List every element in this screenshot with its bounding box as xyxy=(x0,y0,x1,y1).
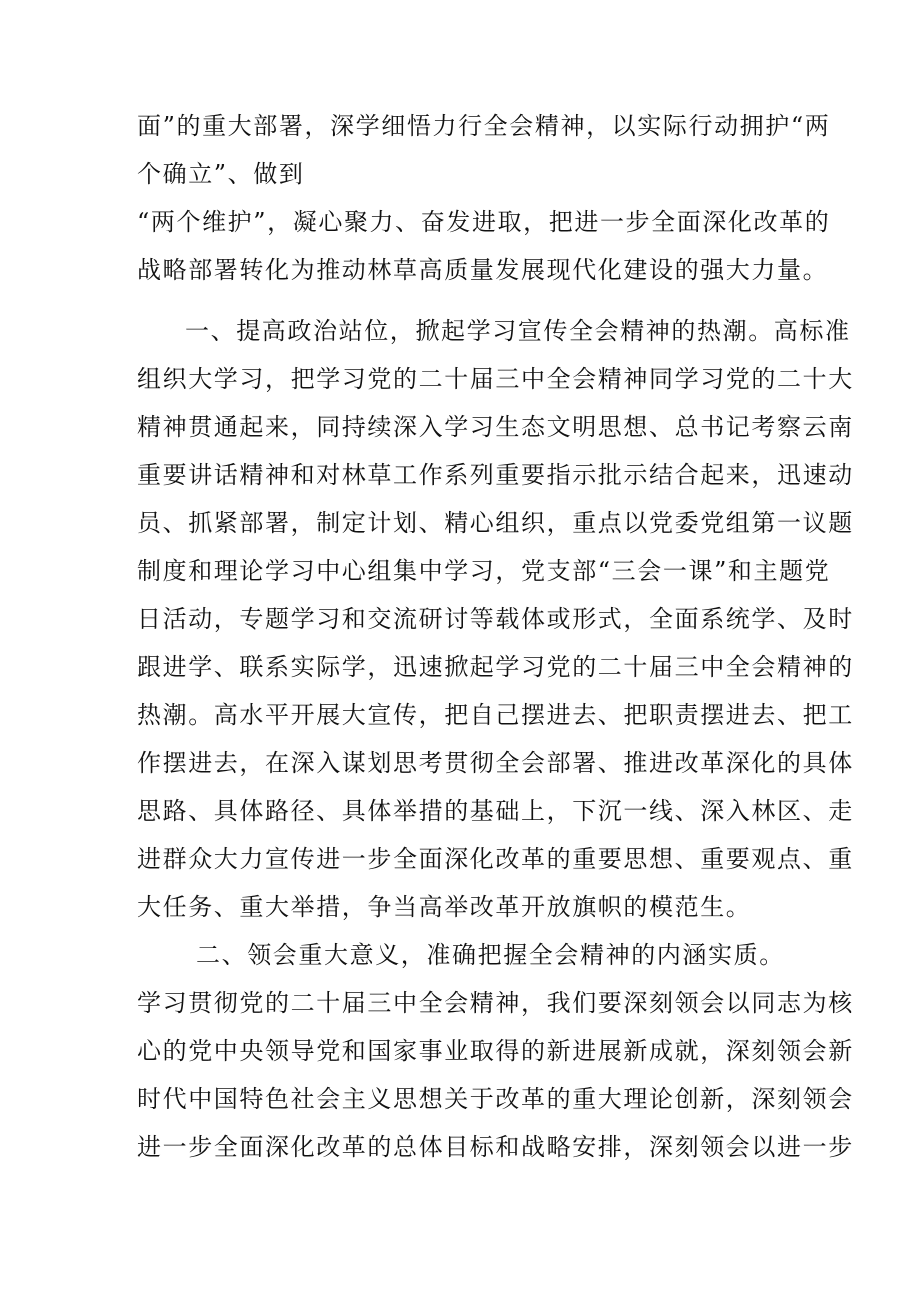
text-line: 重要讲话精神和对林草工作系列重要指示批示结合起来，迅速动 xyxy=(137,461,854,489)
text-line: 精神贯通起来，同持续深入学习生态文明思想、总书记考察云南 xyxy=(137,413,854,441)
text-line: 时代中国特色社会主义思想关于改革的重大理论创新，深刻领会 xyxy=(137,1085,854,1113)
text-line: 个确立”、做到 xyxy=(137,160,305,188)
section-heading-line: 二、领会重大意义，准确把握全会精神的内涵实质。 xyxy=(196,941,785,969)
text-line: 思路、具体路径、具体举措的基础上，下沉一线、深入林区、走 xyxy=(137,797,854,825)
text-line: 战略部署转化为推动林草高质量发展现代化建设的强大力量。 xyxy=(137,256,829,284)
text-line: 作摆进去，在深入谋划思考贯彻全会部署、推进改革深化的具体 xyxy=(137,749,854,777)
text-line: 员、抓紧部署，制定计划、精心组织，重点以党委党组第一议题 xyxy=(137,509,854,537)
text-line: 进一步全面深化改革的总体目标和战略安排，深刻领会以进一步 xyxy=(137,1133,854,1161)
text-line: 热潮。高水平开展大宣传，把自己摆进去、把职责摆进去、把工 xyxy=(137,701,854,729)
text-line: 日活动，专题学习和交流研讨等载体或形式，全面系统学、及时 xyxy=(137,605,854,633)
text-line: 跟进学、联系实际学，迅速掀起学习党的二十届三中全会精神的 xyxy=(137,653,854,681)
text-line: “两个维护”，凝心聚力、奋发进取，把进一步全面深化改革的 xyxy=(137,208,831,236)
text-line: 面”的重大部署，深学细悟力行全会精神，以实际行动拥护“两 xyxy=(137,112,831,140)
text-line: 制度和理论学习中心组集中学习，党支部“三会一课”和主题党 xyxy=(137,557,831,585)
text-line: 进群众大力宣传进一步全面深化改革的重要思想、重要观点、重 xyxy=(137,845,854,873)
text-line: 心的党中央领导党和国家事业取得的新进展新成就，深刻领会新 xyxy=(137,1037,854,1065)
text-line: 学习贯彻党的二十届三中全会精神，我们要深刻领会以同志为核 xyxy=(137,989,854,1017)
section-heading-line: 一、提高政治站位，掀起学习宣传全会精神的热潮。高标准 xyxy=(185,317,851,345)
text-line: 组织大学习，把学习党的二十届三中全会精神同学习党的二十大 xyxy=(137,365,854,393)
text-line: 大任务、重大举措，争当高举改革开放旗帜的模范生。 xyxy=(137,893,752,921)
